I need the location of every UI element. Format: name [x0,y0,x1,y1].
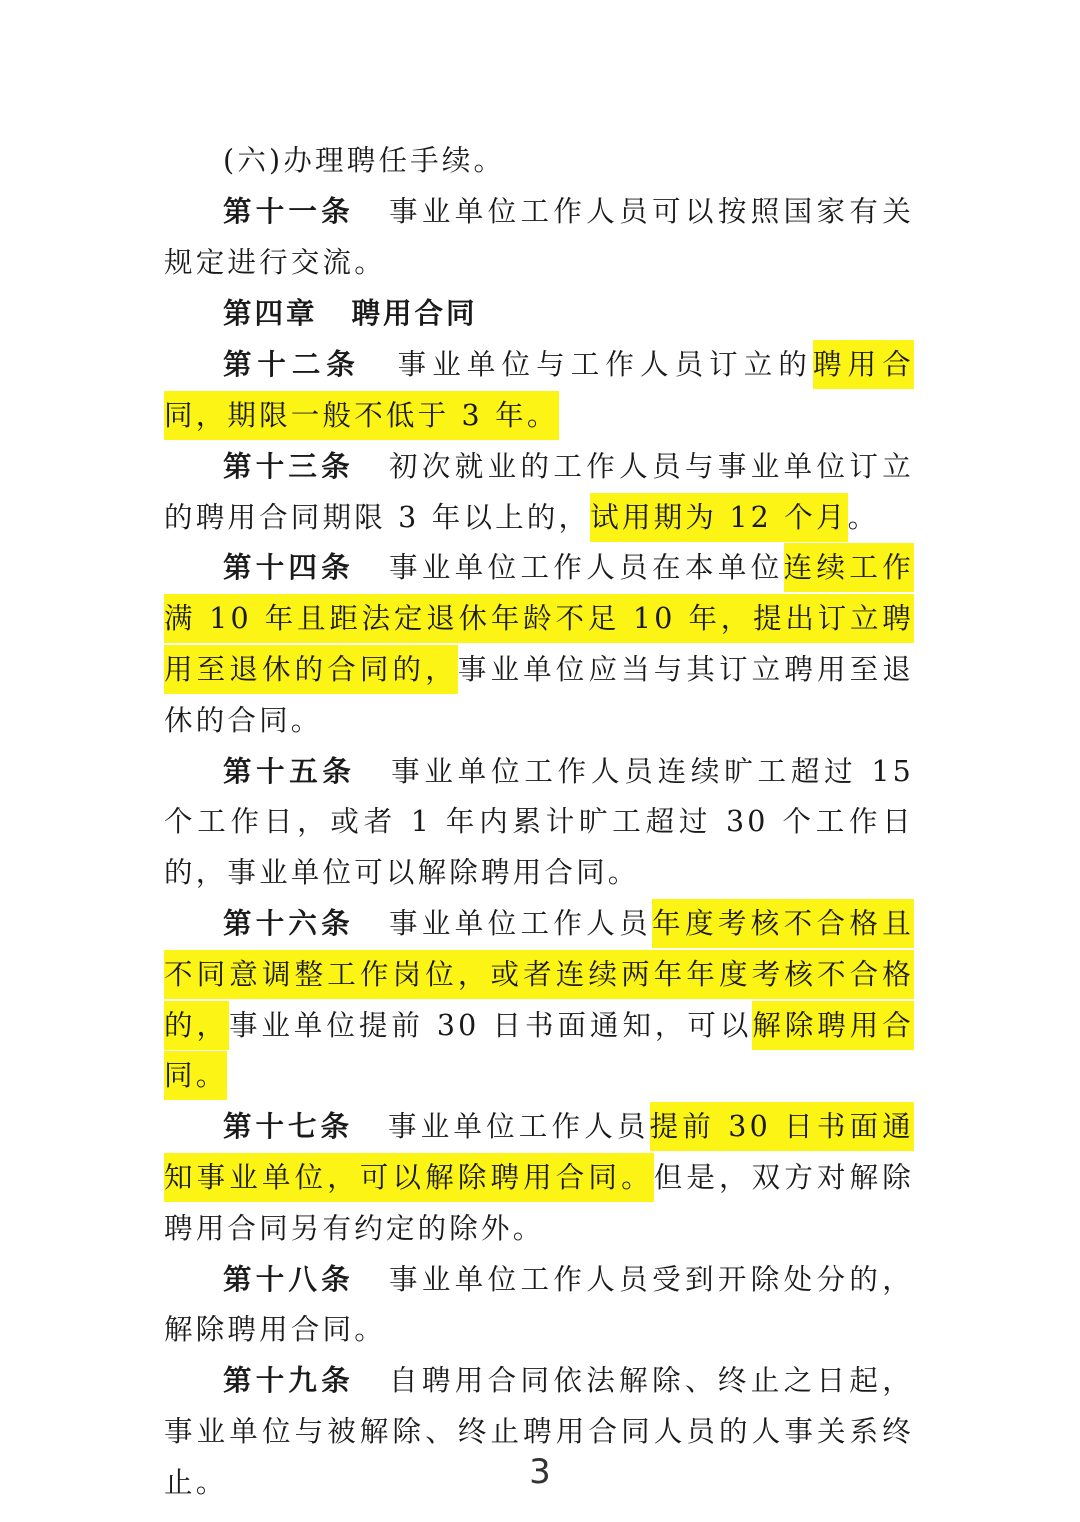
article-text: 事业单位应当与其订立聘用至退休的合同。 [164,652,914,737]
article-number: 第十八条 [223,1262,354,1296]
document-body [164,136,914,1509]
article-number: 第十三条 [223,449,354,483]
article-text: 事业单位与工作人员订立的 [394,348,814,382]
article-15 [164,747,914,899]
article-text: 事业单位工作人员 [387,906,653,940]
page-number: 3 [529,1452,551,1492]
article-number: 第十一条 [223,194,354,228]
article-number: 第十二条 [223,348,361,382]
article-number: 第十五条 [223,754,356,788]
article-number: 第十七条 [223,1110,353,1144]
chapter-title: 聘用合同 [351,297,478,331]
article-text: 事业单位工作人员连续旷工超过 15 个工作日，或者 1 年内累计旷工超过 30 个工作日的，事业单位可以解除聘用合同。 [164,754,914,890]
article-17 [164,1102,914,1254]
highlighted-text: 试用期为 12 个月 [590,493,847,542]
article-18 [164,1255,914,1357]
chapter-heading [164,288,914,340]
article-text: 初次就业的工作人员与事业单位订立的聘用合同期限 3 年以上的， [164,449,914,534]
article-16 [164,899,914,1102]
article-text: 事业单位工作人员在本单位 [387,551,784,585]
article-number: 第十九条 [223,1364,354,1398]
article-text: 自聘用合同依法解除、终止之日起，事业单位与被解除、终止聘用合同人员的人事关系终止。 [164,1364,914,1499]
article-text: 事业单位工作人员受到开除处分的，解除聘用合同。 [164,1262,914,1347]
article-number: 第十四条 [223,551,354,585]
highlighted-text: 年度考核不合格且不同意调整工作岗位，或者连续两年年度考核不合格的， [164,899,914,1050]
paragraph-item-6 [164,136,914,187]
article-text: 但是，双方对解除聘用合同另有约定的除外。 [164,1160,914,1245]
article-text: 事业单位提前 30 日书面通知，可以 [228,1008,753,1042]
article-13 [164,442,914,544]
highlighted-text: 解除聘用合同。 [164,1001,914,1101]
article-text: 事业单位工作人员 [387,1110,650,1144]
article-11 [164,187,914,289]
highlighted-text: 提前 30 日书面通知事业单位，可以解除聘用合同。 [164,1102,914,1202]
article-14 [164,543,914,746]
highlighted-text: 连续工作满 10 年且距法定退休年龄不足 10 年，提出订立聘用至退休的合同的， [164,543,914,694]
article-text: 。 [847,500,880,534]
highlighted-text: 聘用合同，期限一般不低于 3 年。 [164,340,914,440]
article-text: 事业单位工作人员可以按照国家有关规定进行交流。 [164,194,914,279]
chapter-number: 第四章 [223,297,318,331]
article-12 [164,340,914,442]
paragraph-text: (六)办理聘任手续。 [223,144,506,177]
article-number: 第十六条 [223,906,354,940]
